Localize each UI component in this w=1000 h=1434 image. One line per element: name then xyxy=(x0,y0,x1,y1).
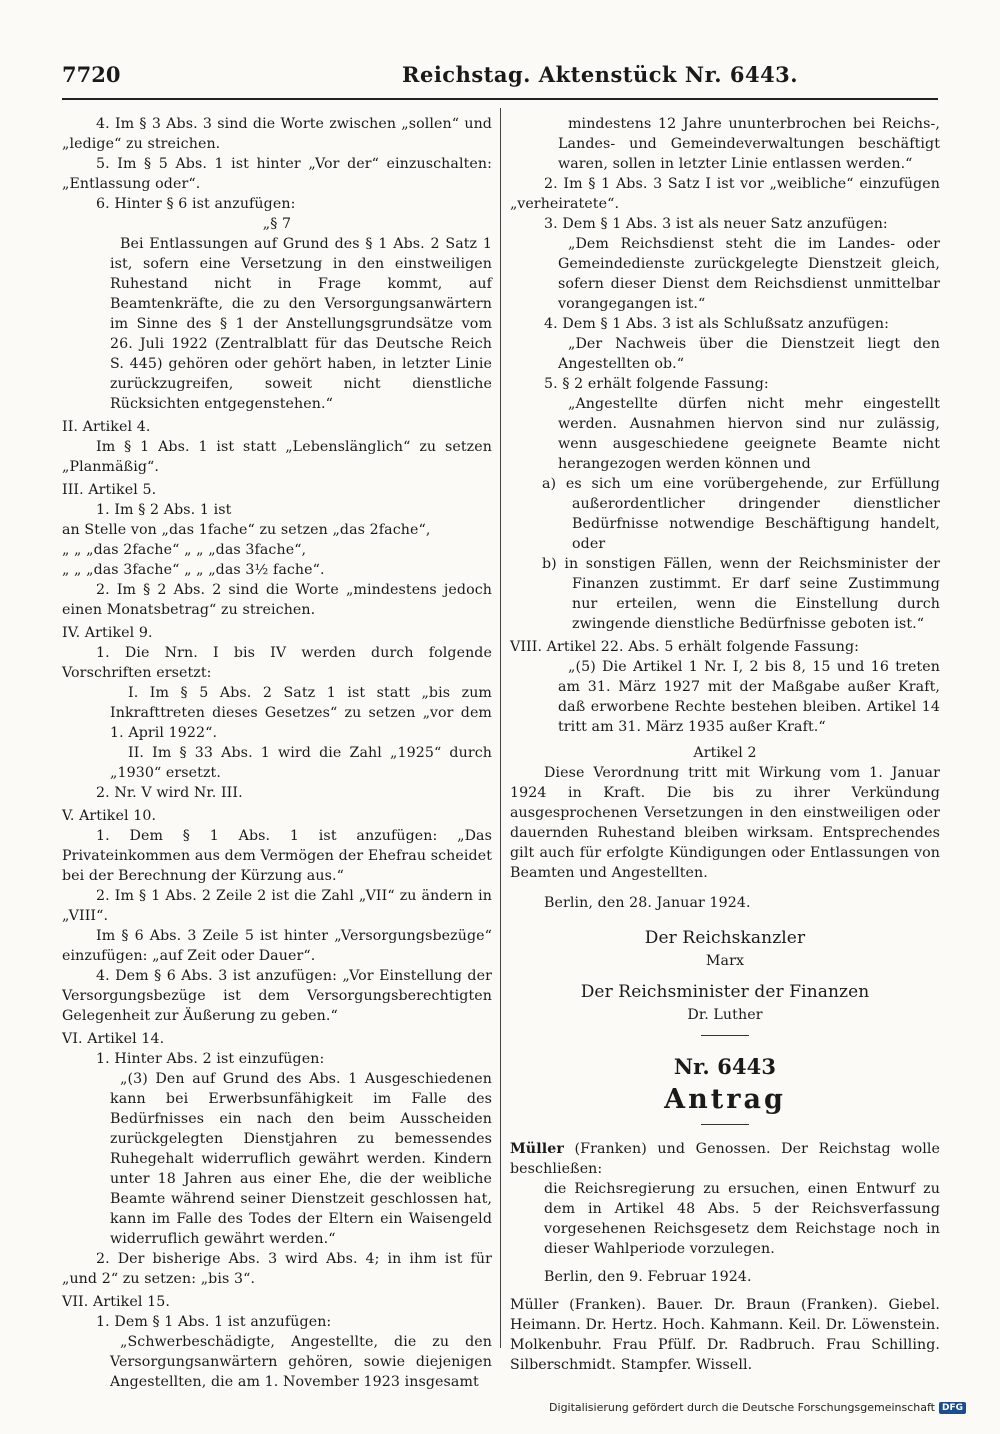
right-column xyxy=(510,114,940,1373)
left-column-paragraph: Im § 6 Abs. 3 Zeile 5 ist hinter „Versorgungsbezüge“ einzufügen: „auf Zeit oder Dauer“. xyxy=(62,928,492,964)
left-column-paragraph: VI. Artikel 14. xyxy=(62,1031,165,1047)
right-column-paragraph: „(5) Die Artikel 1 Nr. I, 2 bis 8, 15 und 16 treten am 31. März 1927 mit der Maßgabe außer Kraft, daß erworbene Rechte bestehen bleiben. Artikel 14 tritt am 31. März 1935 außer Kraft.“ xyxy=(558,659,940,735)
antrag-intro-rest: (Franken) und Genossen. Der Reichstag wolle beschließen: xyxy=(510,1141,940,1177)
footer-credit xyxy=(549,1401,966,1414)
left-column-paragraph: 1. Dem § 1 Abs. 1 ist anzufügen: „Das Privateinkommen aus dem Vermögen der Ehefrau scheidet bei der Berechnung der Kürzung aus.“ xyxy=(62,828,492,884)
right-column-paragraph: b) in sonstigen Fällen, wenn der Reichsminister der Finanzen zustimmt. Er darf seine Zustimmung nur erteilen, wenn die Einstellung durch zwingende dienstliche Bedürfnisse geboten ist.“ xyxy=(542,556,940,632)
document-number: Nr. 6443 xyxy=(673,1054,777,1079)
left-column-paragraph: Bei Entlassungen auf Grund des § 1 Abs. 2 Satz 1 ist, sofern eine Versetzung in den einstweiligen Ruhestand nicht in Frage kommt, auf Beamtenkräfte, die zu den Versorgungsanwärtern im Sinne des § 1 der Anstellungsgrundsätze vom 26. Juli 1922 (Zentralblatt für das Deutsche Reich S. 445) gehören oder gehört haben, in letzter Linie zurückzugreifen, soweit nicht dienstliche Rücksichten entgegenstehen.“ xyxy=(110,236,492,412)
right-column-paragraph: 4. Dem § 1 Abs. 3 ist als Schlußsatz anzufügen: xyxy=(544,316,889,332)
left-column-paragraph: 1. Die Nrn. I bis IV werden durch folgende Vorschriften ersetzt: xyxy=(62,645,492,681)
article-2-heading: Artikel 2 xyxy=(693,745,757,761)
page-header xyxy=(62,58,938,100)
left-column-paragraph: 1. Hinter Abs. 2 ist einzufügen: xyxy=(96,1051,325,1067)
antrag-body: die Reichsregierung zu ersuchen, einen Entwurf zu dem in Artikel 48 Abs. 5 der Reichsverfassung vorgesehenen Reichsgesetz dem Reichstage noch in dieser Wahlperiode vorzulegen. xyxy=(544,1181,940,1257)
signature-name-finance: Dr. Luther xyxy=(687,1007,763,1023)
left-column-paragraph: III. Artikel 5. xyxy=(62,482,157,498)
right-column-paragraphs xyxy=(510,114,940,737)
right-column-paragraph: „Der Nachweis über die Dienstzeit liegt den Angestellten ob.“ xyxy=(558,336,940,372)
left-column-paragraph: IV. Artikel 9. xyxy=(62,625,153,641)
right-column-paragraph: „Angestellte dürfen nicht mehr eingestellt werden. Ausnahmen hiervon sind nur zulässig, wenn ausgeschiedene geeignete Beamte nicht herangezogen werden können und xyxy=(558,396,940,472)
left-column-paragraph: 6. Hinter § 6 ist anzufügen: xyxy=(96,196,296,212)
left-column-paragraph: 5. Im § 5 Abs. 1 ist hinter „Vor der“ einzuschalten: „Entlassung oder“. xyxy=(62,156,492,192)
antrag-signatories: Müller (Franken). Bauer. Dr. Braun (Franken). Giebel. Heimann. Dr. Hertz. Hoch. Kahmann. Keil. Dr. Löwenstein. Molkenbuhr. Frau Pfülf. Dr. Radbruch. Frau Schilling. Silberschmidt. Stampfer. Wissell. xyxy=(510,1297,940,1373)
left-column-paragraph: VII. Artikel 15. xyxy=(62,1294,170,1310)
right-column-paragraph: VIII. Artikel 22. Abs. 5 erhält folgende Fassung: xyxy=(510,639,860,655)
footer-text: Digitalisierung gefördert durch die Deutsche Forschungsgemeinschaft xyxy=(549,1401,935,1414)
right-column-paragraph: 3. Dem § 1 Abs. 3 ist als neuer Satz anzufügen: xyxy=(544,216,888,232)
left-column-paragraph: „§ 7 xyxy=(262,216,292,232)
running-title: Reichstag. Aktenstück Nr. 6443. xyxy=(402,62,799,87)
left-column-paragraph: 1. Im § 2 Abs. 1 ist xyxy=(96,502,232,518)
left-column-paragraph: 1. Dem § 1 Abs. 1 ist anzufügen: xyxy=(96,1314,332,1330)
decree-date: Berlin, den 28. Januar 1924. xyxy=(544,895,751,911)
right-column-paragraph: 2. Im § 1 Abs. 3 Satz I ist vor „weibliche“ einzufügen „verheiratete“. xyxy=(510,176,940,212)
left-column-paragraph: an Stelle von „das 1fache“ zu setzen „das 2fache“, xyxy=(62,522,431,538)
dfg-logo: DFG xyxy=(939,1402,966,1414)
antrag-intro xyxy=(510,1139,940,1179)
document-type-title: Antrag xyxy=(664,1084,786,1115)
left-column-paragraph: Im § 1 Abs. 1 ist statt „Lebenslänglich“ zu setzen „Planmäßig“. xyxy=(62,439,492,475)
left-column-paragraph: „ „ „das 2fache“ „ „ „das 3fache“, xyxy=(62,542,307,558)
left-column-paragraph: 4. Dem § 6 Abs. 3 ist anzufügen: „Vor Einstellung der Versorgungsbezüge ist dem Versorgungsberechtigten Gelegenheit zur Äußerung zu geben.“ xyxy=(62,968,492,1024)
right-column-paragraph: 5. § 2 erhält folgende Fassung: xyxy=(544,376,769,392)
left-column-paragraph: „ „ „das 3fache“ „ „ „das 3½ fache“. xyxy=(62,562,325,578)
signature-office-chancellor: Der Reichskanzler xyxy=(644,928,806,948)
left-column-paragraph: 2. Im § 1 Abs. 2 Zeile 2 ist die Zahl „VII“ zu ändern in „VIII“. xyxy=(62,888,492,924)
left-column-paragraph: 2. Nr. V wird Nr. III. xyxy=(96,785,243,801)
article-2-text: Diese Verordnung tritt mit Wirkung vom 1. Januar 1924 in Kraft. Die bis zu ihrer Verkündung ausgesprochenen Versetzungen in den einstweiligen oder dauernden Ruhestand bleiben wirksam. Entsprechendes gilt auch für erfolgte Kündigungen oder Entlassungen von Beamten und Angestellten. xyxy=(510,765,940,881)
page-number: 7720 xyxy=(62,62,121,87)
left-column-paragraph: I. Im § 5 Abs. 2 Satz 1 ist statt „bis zum Inkrafttreten dieses Gesetzes“ zu setzen „vor dem 1. April 1922“. xyxy=(110,685,492,741)
left-column-paragraph: 4. Im § 3 Abs. 3 sind die Worte zwischen „sollen“ und „ledige“ zu streichen. xyxy=(62,116,492,152)
antrag-date: Berlin, den 9. Februar 1924. xyxy=(544,1269,752,1285)
left-column-paragraph: II. Artikel 4. xyxy=(62,419,151,435)
signature-name-chancellor: Marx xyxy=(705,953,745,969)
left-column-paragraph: 2. Der bisherige Abs. 3 wird Abs. 4; in ihm ist für „und 2“ zu setzen: „bis 3“. xyxy=(62,1251,492,1287)
left-column-paragraph: II. Im § 33 Abs. 1 wird die Zahl „1925“ durch „1930“ ersetzt. xyxy=(110,745,492,781)
left-column xyxy=(62,114,492,1390)
left-column-paragraph: 2. Im § 2 Abs. 2 sind die Worte „mindestens jedoch einen Monatsbetrag“ zu streichen. xyxy=(62,582,492,618)
right-column-paragraph: a) es sich um eine vorübergehende, zur Erfüllung außerordentlicher dringender dienstlicher Bedürfnisse notwendige Beschäftigung handelt, oder xyxy=(542,476,940,552)
section-divider xyxy=(701,1035,749,1036)
column-divider xyxy=(500,108,501,1348)
left-column-paragraph: V. Artikel 10. xyxy=(62,808,157,824)
signature-office-finance: Der Reichsminister der Finanzen xyxy=(580,982,870,1002)
left-column-paragraph: „(3) Den auf Grund des Abs. 1 Ausgeschiedenen kann bei Erwerbsunfähigkeit im Falle des Bedürfnisses ein nach den beim Ausscheiden zurückgelegten Dienstjahren zu bemessendes Ruhegehalt widerruflich gewährt werden. Kindern unter 18 Jahren aus einer Ehe, die der weibliche Beamte während seiner Dienstzeit geschlossen hat, kann im Falle des Todes der Eltern ein Waisengeld widerruflich gewährt werden.“ xyxy=(110,1071,492,1247)
left-column-paragraph: „Schwerbeschädigte, Angestellte, die zu den Versorgungsanwärtern gehören, sowie diejenigen Angestellten, die am 1. November 1923 insgesamt xyxy=(110,1334,492,1390)
title-underline xyxy=(701,1124,749,1125)
right-column-paragraph: „Dem Reichsdienst steht die im Landes- oder Gemeindedienste zurückgelegte Dienstzeit gleich, sofern dieser Dienst dem Reichsdienst unmittelbar vorangegangen ist.“ xyxy=(558,236,940,312)
antrag-intro-name: Müller xyxy=(510,1141,564,1157)
right-column-paragraph: mindestens 12 Jahre ununterbrochen bei Reichs-, Landes- und Gemeindeverwaltungen beschäftigt waren, sollen in letzter Linie entlassen werden.“ xyxy=(558,116,940,172)
